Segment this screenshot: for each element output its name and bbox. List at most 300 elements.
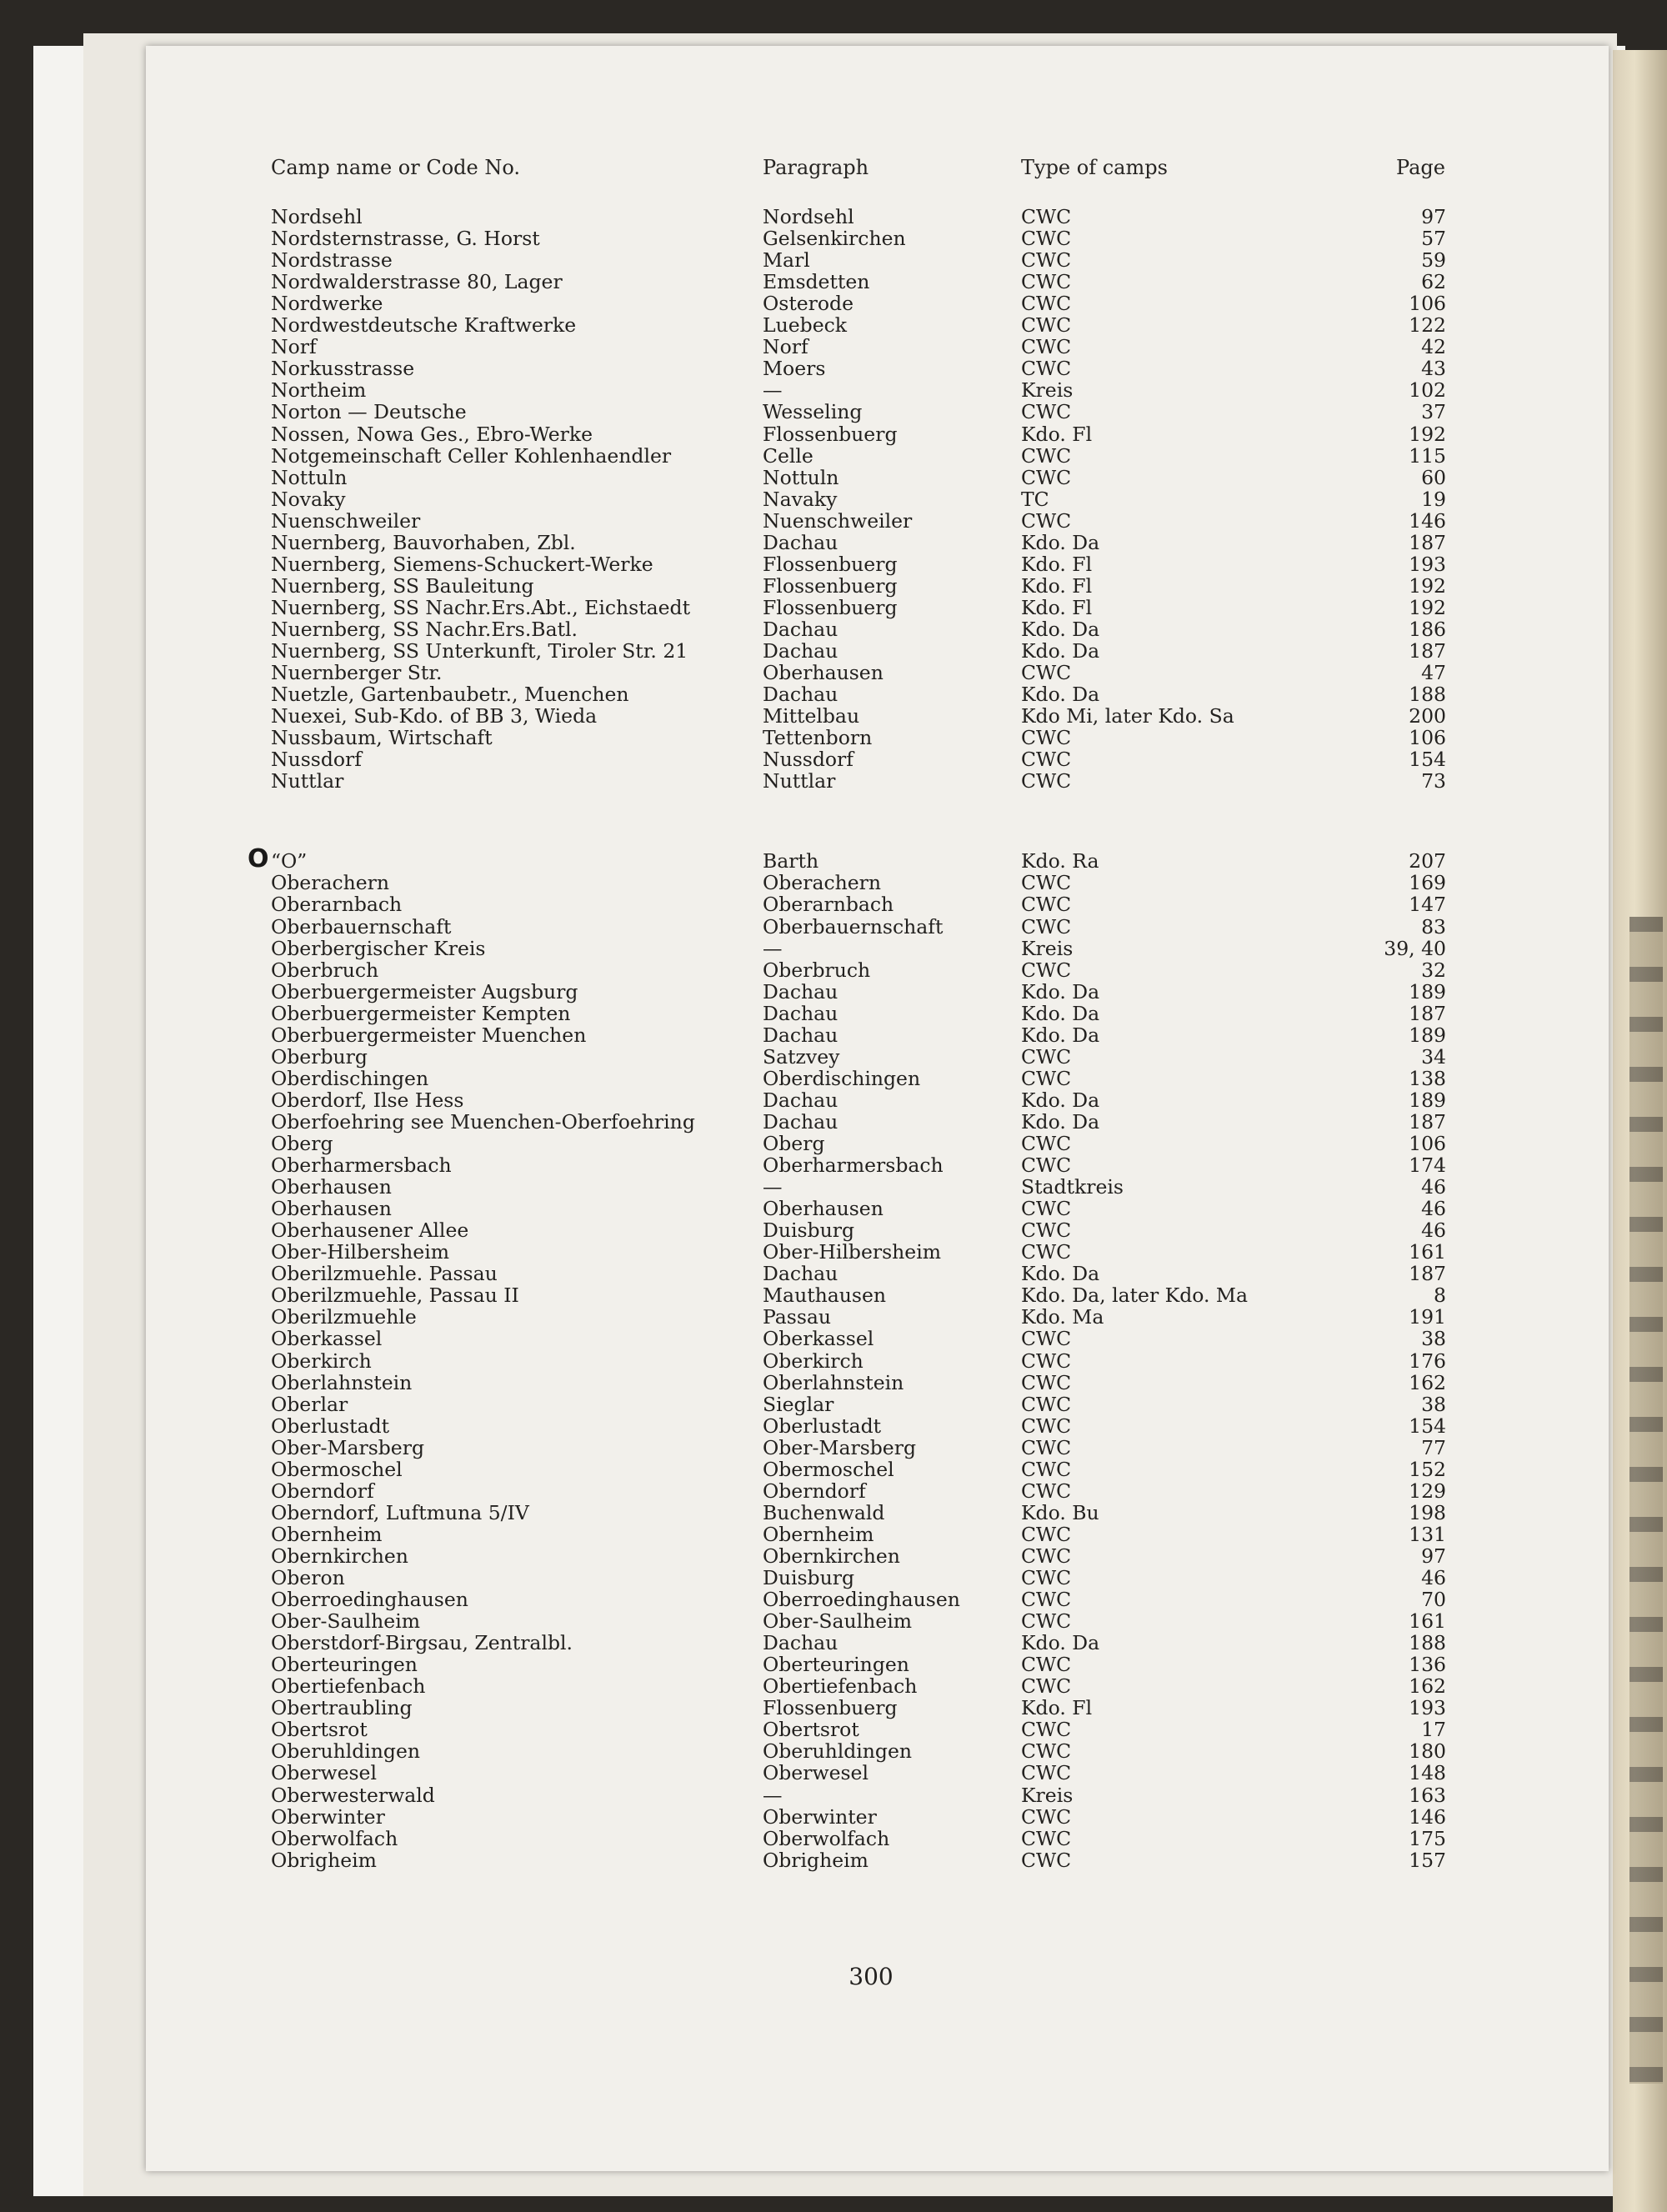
camp-name-cell: Nussbaum, Wirtschaft	[271, 726, 493, 750]
camp-type-cell: CWC	[1021, 1544, 1072, 1568]
paragraph-cell: Nussdorf	[763, 748, 854, 772]
camp-type-cell: Kdo. Da	[1021, 1262, 1100, 1286]
page-cell: 154	[1409, 748, 1446, 772]
camp-name-cell: Oberhausener Allee	[271, 1219, 469, 1243]
paragraph-cell: Oberroedinghausen	[763, 1588, 960, 1612]
paragraph-cell: Nordsehl	[763, 205, 854, 228]
table-row	[146, 1762, 1609, 1784]
page-cell: 193	[1409, 552, 1446, 576]
camp-name-cell: Oberbuergermeister Muenchen	[271, 1023, 587, 1047]
camp-name-cell: Northeim	[271, 378, 367, 403]
camp-type-cell: Kdo. Fl	[1021, 552, 1093, 576]
camp-name-cell: Nordwestdeutsche Kraftwerke	[271, 313, 577, 338]
camp-type-cell: CWC	[1021, 1718, 1072, 1742]
page-cell: 136	[1409, 1653, 1446, 1677]
table-row	[146, 228, 1609, 249]
camp-type-cell: Kdo. Da	[1021, 979, 1100, 1003]
table-row	[146, 1241, 1609, 1263]
table-row	[146, 1003, 1609, 1024]
paragraph-cell: —	[763, 378, 783, 403]
page-cell: 189	[1409, 979, 1446, 1003]
table-row	[146, 959, 1609, 981]
camp-type-cell: CWC	[1021, 1435, 1072, 1459]
paragraph-cell: Ober-Saulheim	[763, 1609, 912, 1634]
paragraph-cell: —	[763, 936, 783, 960]
page-cell: 46	[1421, 1175, 1446, 1199]
camp-name-cell: Oberg	[271, 1132, 333, 1155]
camp-type-cell: CWC	[1021, 1588, 1072, 1612]
page-cell: 187	[1409, 530, 1446, 554]
paragraph-cell: Oberachern	[763, 871, 882, 895]
header-camp-name: Camp name or Code No.	[271, 156, 520, 179]
camp-type-cell: Kreis	[1021, 936, 1074, 960]
camp-name-cell: Oberlar	[271, 1392, 348, 1416]
table-row	[146, 1176, 1609, 1198]
camp-type-cell: CWC	[1021, 914, 1072, 938]
paragraph-cell: Nottuln	[763, 465, 839, 489]
page-cell: 192	[1409, 422, 1446, 446]
paragraph-cell: —	[763, 1783, 783, 1807]
page-cell: 200	[1409, 704, 1446, 728]
paragraph-cell: Flossenbuerg	[763, 552, 898, 576]
paragraph-cell: Passau	[763, 1305, 832, 1329]
page-cell: 180	[1409, 1739, 1446, 1764]
table-row	[146, 850, 1609, 872]
paragraph-cell: Dachau	[763, 1262, 839, 1286]
table-row	[146, 1328, 1609, 1349]
page-cell: 97	[1421, 1544, 1446, 1568]
paragraph-cell: Flossenbuerg	[763, 1696, 898, 1720]
paragraph-cell: Flossenbuerg	[763, 422, 898, 446]
page-cell: 17	[1421, 1718, 1446, 1742]
page-cell: 83	[1421, 914, 1446, 938]
paragraph-cell: Barth	[763, 849, 819, 873]
camp-name-cell: Oberndorf	[271, 1479, 374, 1503]
camp-name-cell: Obermoschel	[271, 1457, 403, 1481]
camp-name-cell: Oberwesel	[271, 1761, 377, 1785]
camp-name-cell: Oberlahnstein	[271, 1370, 413, 1394]
table-row	[146, 336, 1609, 358]
page-cell: 188	[1409, 683, 1446, 707]
camp-name-cell: Nuexei, Sub-Kdo. of BB 3, Wieda	[271, 704, 598, 728]
camp-type-cell: CWC	[1021, 227, 1072, 251]
paragraph-cell: Dachau	[763, 979, 839, 1003]
table-row	[146, 1284, 1609, 1306]
table-row	[146, 314, 1609, 336]
camp-name-cell: Oberdischingen	[271, 1066, 429, 1090]
camp-name-cell: Oberstdorf-Birgsau, Zentralbl.	[271, 1631, 573, 1655]
camp-type-cell: Kdo. Da	[1021, 1109, 1100, 1134]
page-cell: 37	[1421, 400, 1446, 424]
table-row	[146, 1350, 1609, 1372]
camp-type-cell: Kdo. Da	[1021, 1001, 1100, 1025]
table-row	[146, 1263, 1609, 1284]
camp-type-cell: CWC	[1021, 205, 1072, 228]
table-row	[146, 1806, 1609, 1828]
table-row	[146, 1589, 1609, 1610]
camp-name-cell: Oberbergischer Kreis	[271, 936, 486, 960]
page-cell: 77	[1421, 1435, 1446, 1459]
camp-name-cell: Ober-Marsberg	[271, 1435, 424, 1459]
camp-type-cell: CWC	[1021, 1566, 1072, 1589]
camp-type-cell: CWC	[1021, 1132, 1072, 1155]
paragraph-cell: Oberndorf	[763, 1479, 866, 1503]
camp-type-cell: CWC	[1021, 270, 1072, 294]
camp-type-cell: CWC	[1021, 357, 1072, 381]
camp-name-cell: Oberilzmuehle	[271, 1305, 417, 1329]
camp-type-cell: CWC	[1021, 958, 1072, 982]
table-row	[146, 705, 1609, 727]
paragraph-cell: Obrigheim	[763, 1848, 869, 1872]
page-cell: 207	[1409, 849, 1446, 873]
camp-name-cell: Norton — Deutsche	[271, 400, 467, 424]
page-cell: 146	[1409, 1804, 1446, 1829]
camp-type-cell: TC	[1021, 487, 1049, 511]
page-cell: 73	[1421, 769, 1446, 793]
paragraph-cell: Satzvey	[763, 1044, 840, 1068]
camp-name-cell: Oberon	[271, 1566, 345, 1589]
paragraph-cell: Ober-Marsberg	[763, 1435, 916, 1459]
page-cell: 162	[1409, 1674, 1446, 1699]
camp-name-cell: Oberarnbach	[271, 893, 403, 917]
table-row	[146, 445, 1609, 467]
page-cell: 192	[1409, 573, 1446, 598]
table-row	[146, 293, 1609, 314]
page-cell: 38	[1421, 1327, 1446, 1351]
page-cell: 189	[1409, 1023, 1446, 1047]
table-row	[146, 1675, 1609, 1697]
camp-type-cell: CWC	[1021, 1674, 1072, 1699]
paragraph-cell: Flossenbuerg	[763, 573, 898, 598]
page-cell: 57	[1421, 227, 1446, 251]
table-row	[146, 1437, 1609, 1459]
page-cell: 161	[1409, 1609, 1446, 1634]
section-letter: O	[248, 844, 269, 873]
page-cell: 147	[1409, 893, 1446, 917]
camp-type-cell: CWC	[1021, 661, 1072, 685]
table-row	[146, 532, 1609, 553]
page-cell: 157	[1409, 1848, 1446, 1872]
table-row	[146, 1849, 1609, 1871]
camp-type-cell: CWC	[1021, 1370, 1072, 1394]
page-cell: 138	[1409, 1066, 1446, 1090]
paragraph-cell: Moers	[763, 357, 826, 381]
paragraph-cell: Dachau	[763, 639, 839, 663]
camp-name-cell: Nuernberg, SS Nachr.Ers.Abt., Eichstaedt	[271, 595, 691, 619]
camp-name-cell: Oberilzmuehle. Passau	[271, 1262, 498, 1286]
header-page: Page	[1396, 156, 1445, 179]
table-row	[146, 249, 1609, 271]
table-row	[146, 1828, 1609, 1849]
camp-name-cell: Nuernberg, Bauvorhaben, Zbl.	[271, 530, 576, 554]
table-row	[146, 488, 1609, 510]
camp-name-cell: Nottuln	[271, 465, 348, 489]
paragraph-cell: Oberkirch	[763, 1349, 864, 1373]
paragraph-cell: Duisburg	[763, 1219, 855, 1243]
table-row	[146, 597, 1609, 618]
table-row	[146, 1415, 1609, 1437]
camp-type-cell: Kdo. Ma	[1021, 1305, 1104, 1329]
table-row	[146, 1394, 1609, 1415]
paragraph-cell: Nuenschweiler	[763, 508, 913, 533]
camp-name-cell: Novaky	[271, 487, 346, 511]
camp-type-cell: CWC	[1021, 1522, 1072, 1546]
camp-name-cell: Nordsehl	[271, 205, 363, 228]
page-cell: 198	[1409, 1500, 1446, 1524]
table-row	[146, 206, 1609, 228]
paragraph-cell: Oberkassel	[763, 1327, 874, 1351]
camp-name-cell: Nuenschweiler	[271, 508, 421, 533]
camp-type-cell: Kdo. Fl	[1021, 422, 1093, 446]
camp-name-cell: Nuernberg, SS Bauleitung	[271, 573, 534, 598]
camp-name-cell: Obertsrot	[271, 1718, 368, 1742]
camp-type-cell: Kdo. Da	[1021, 1631, 1100, 1655]
page-cell: 176	[1409, 1349, 1446, 1373]
table-row	[146, 893, 1609, 915]
table-row	[146, 662, 1609, 683]
page-cell: 70	[1421, 1588, 1446, 1612]
header-type: Type of camps	[1021, 156, 1168, 179]
paragraph-cell: Oberhausen	[763, 1197, 884, 1221]
paragraph-cell: Celle	[763, 443, 813, 468]
camp-name-cell: Obertiefenbach	[271, 1674, 426, 1699]
camp-type-cell: Kdo. Da, later Kdo. Ma	[1021, 1284, 1248, 1308]
paragraph-cell: Mauthausen	[763, 1284, 887, 1308]
paragraph-cell: Tettenborn	[763, 726, 873, 750]
camp-name-cell: “O”	[271, 849, 308, 873]
camp-type-cell: CWC	[1021, 871, 1072, 895]
camp-type-cell: CWC	[1021, 1066, 1072, 1090]
camp-name-cell: Oberbruch	[271, 958, 379, 982]
table-row	[146, 683, 1609, 705]
camp-name-cell: Oberharmersbach	[271, 1154, 452, 1178]
camp-type-cell: Kdo. Da	[1021, 530, 1100, 554]
page-cell: 62	[1421, 270, 1446, 294]
camp-name-cell: Oberwinter	[271, 1804, 385, 1829]
page-cell: 131	[1409, 1522, 1446, 1546]
paragraph-cell: Obertiefenbach	[763, 1674, 918, 1699]
page-cell: 187	[1409, 639, 1446, 663]
camp-type-cell: CWC	[1021, 893, 1072, 917]
camp-name-cell: Nordwerke	[271, 292, 383, 316]
page-cell: 106	[1409, 292, 1446, 316]
page-number: 300	[849, 1963, 894, 1990]
paragraph-cell: Obernheim	[763, 1522, 874, 1546]
page-cell: 169	[1409, 871, 1446, 895]
table-row	[146, 1024, 1609, 1046]
camp-type-cell: CWC	[1021, 248, 1072, 273]
page-cell: 174	[1409, 1154, 1446, 1178]
camp-name-cell: Ober-Saulheim	[271, 1609, 420, 1634]
camp-type-cell: CWC	[1021, 400, 1072, 424]
table-row	[146, 358, 1609, 379]
paragraph-cell: Oberlahnstein	[763, 1370, 904, 1394]
camp-type-cell: CWC	[1021, 1044, 1072, 1068]
page-cell: 34	[1421, 1044, 1446, 1068]
table-row	[146, 1784, 1609, 1806]
paragraph-cell: Oberuhldingen	[763, 1739, 913, 1764]
camp-type-cell: Kdo. Da	[1021, 683, 1100, 707]
table-row	[146, 1068, 1609, 1089]
camp-name-cell: Norkusstrasse	[271, 357, 415, 381]
table-row	[146, 1502, 1609, 1524]
paragraph-cell: Oberteuringen	[763, 1653, 909, 1677]
table-row	[146, 575, 1609, 597]
camp-type-cell: CWC	[1021, 508, 1072, 533]
camp-type-cell: CWC	[1021, 1479, 1072, 1503]
camp-name-cell: Nossen, Nowa Ges., Ebro-Werke	[271, 422, 593, 446]
camp-name-cell: Oberbauernschaft	[271, 914, 452, 938]
header-paragraph: Paragraph	[763, 156, 869, 179]
camp-type-cell: CWC	[1021, 1653, 1072, 1677]
camp-name-cell: Obernkirchen	[271, 1544, 408, 1568]
paragraph-cell: Oberharmersbach	[763, 1154, 944, 1178]
table-row	[146, 423, 1609, 445]
page-cell: 60	[1421, 465, 1446, 489]
page-cell: 187	[1409, 1001, 1446, 1025]
camp-name-cell: Obrigheim	[271, 1848, 377, 1872]
camp-type-cell: Kreis	[1021, 378, 1074, 403]
camp-type-cell: CWC	[1021, 1761, 1072, 1785]
camp-type-cell: CWC	[1021, 1609, 1072, 1634]
paragraph-cell: Obermoschel	[763, 1457, 894, 1481]
camp-type-cell: CWC	[1021, 1457, 1072, 1481]
table-row	[146, 1567, 1609, 1589]
camp-type-cell: Stadtkreis	[1021, 1175, 1124, 1199]
page-cell: 46	[1421, 1219, 1446, 1243]
page-cell: 102	[1409, 378, 1446, 403]
camp-name-cell: Oberdorf, Ilse Hess	[271, 1088, 464, 1112]
table-row	[146, 1198, 1609, 1219]
camp-type-cell: Kreis	[1021, 1783, 1074, 1807]
camp-name-cell: Nordsternstrasse, G. Horst	[271, 227, 540, 251]
table-row	[146, 770, 1609, 792]
table-row	[146, 1372, 1609, 1394]
paragraph-cell: Dachau	[763, 1109, 839, 1134]
page-cell: 19	[1421, 487, 1446, 511]
camp-type-cell: CWC	[1021, 1197, 1072, 1221]
camp-name-cell: Oberwolfach	[271, 1826, 398, 1850]
paragraph-cell: Oberhausen	[763, 661, 884, 685]
paragraph-cell: Dachau	[763, 1631, 839, 1655]
camp-type-cell: CWC	[1021, 1392, 1072, 1416]
page-cell: 191	[1409, 1305, 1446, 1329]
camp-name-cell: Oberndorf, Luftmuna 5/IV	[271, 1500, 529, 1524]
page-cell: 163	[1409, 1783, 1446, 1807]
table-row	[146, 640, 1609, 662]
page-cell: 129	[1409, 1479, 1446, 1503]
table-row	[146, 1480, 1609, 1502]
camp-name-cell: Nuetzle, Gartenbaubetr., Muenchen	[271, 683, 629, 707]
camp-name-cell: Nuernberger Str.	[271, 661, 443, 685]
page-cell: 175	[1409, 1826, 1446, 1850]
table-row	[146, 1610, 1609, 1632]
camp-name-cell: Oberburg	[271, 1044, 368, 1068]
camp-name-cell: Oberkirch	[271, 1349, 372, 1373]
camp-type-cell: Kdo. Da	[1021, 1023, 1100, 1047]
camp-type-cell: Kdo Mi, later Kdo. Sa	[1021, 704, 1234, 728]
paragraph-cell: Oberdischingen	[763, 1066, 921, 1090]
table-row	[146, 1524, 1609, 1545]
page-cell: 187	[1409, 1109, 1446, 1134]
paragraph-cell: Oberbruch	[763, 958, 871, 982]
page-cell: 97	[1421, 205, 1446, 228]
paragraph-cell: Dachau	[763, 683, 839, 707]
table-row	[146, 510, 1609, 532]
paragraph-cell: Obertsrot	[763, 1718, 859, 1742]
camp-name-cell: Norf	[271, 335, 317, 359]
paragraph-cell: Dachau	[763, 1023, 839, 1047]
page-cell: 187	[1409, 1262, 1446, 1286]
page-cell: 59	[1421, 248, 1446, 273]
camp-name-cell: Oberuhldingen	[271, 1739, 421, 1764]
camp-name-cell: Obertraubling	[271, 1696, 413, 1720]
table-row	[146, 748, 1609, 770]
paragraph-cell: Flossenbuerg	[763, 595, 898, 619]
paragraph-cell: Dachau	[763, 1001, 839, 1025]
table-row	[146, 1219, 1609, 1241]
page-cell: 106	[1409, 1132, 1446, 1155]
page-cell: 162	[1409, 1370, 1446, 1394]
paragraph-cell: Osterode	[763, 292, 854, 316]
page-cell: 161	[1409, 1240, 1446, 1264]
paragraph-cell: —	[763, 1175, 783, 1199]
table-row	[146, 1306, 1609, 1328]
camp-name-cell: Obernheim	[271, 1522, 383, 1546]
camp-type-cell: CWC	[1021, 1739, 1072, 1764]
camp-name-cell: Oberlustadt	[271, 1414, 390, 1438]
camp-name-cell: Oberilzmuehle, Passau II	[271, 1284, 519, 1308]
camp-name-cell: Nuernberg, Siemens-Schuckert-Werke	[271, 552, 653, 576]
document-page	[146, 46, 1609, 2171]
camp-type-cell: CWC	[1021, 726, 1072, 750]
table-row	[146, 1632, 1609, 1654]
table-row	[146, 553, 1609, 575]
table-row	[146, 401, 1609, 423]
table-row	[146, 1154, 1609, 1176]
paragraph-cell: Duisburg	[763, 1566, 855, 1589]
paragraph-cell: Marl	[763, 248, 810, 273]
paragraph-cell: Ober-Hilbersheim	[763, 1240, 942, 1264]
paragraph-cell: Luebeck	[763, 313, 847, 338]
page-cell: 154	[1409, 1414, 1446, 1438]
table-row	[146, 1697, 1609, 1719]
table-row	[146, 872, 1609, 893]
paragraph-cell: Gelsenkirchen	[763, 227, 906, 251]
page-cell: 106	[1409, 726, 1446, 750]
table-row	[146, 1133, 1609, 1154]
camp-name-cell: Oberroedinghausen	[271, 1588, 468, 1612]
page-cell: 189	[1409, 1088, 1446, 1112]
page-cell: 42	[1421, 335, 1446, 359]
paragraph-cell: Mittelbau	[763, 704, 860, 728]
page-cell: 8	[1434, 1284, 1446, 1308]
camp-name-cell: Oberkassel	[271, 1327, 383, 1351]
camp-name-cell: Nuernberg, SS Unterkunft, Tiroler Str. 21	[271, 639, 688, 663]
camp-type-cell: CWC	[1021, 748, 1072, 772]
page-cell: 188	[1409, 1631, 1446, 1655]
camp-type-cell: CWC	[1021, 769, 1072, 793]
camp-type-cell: Kdo. Da	[1021, 639, 1100, 663]
paragraph-cell: Dachau	[763, 617, 839, 641]
camp-type-cell: Kdo. Fl	[1021, 595, 1093, 619]
camp-name-cell: Nordstrasse	[271, 248, 393, 273]
page-cell: 186	[1409, 617, 1446, 641]
camp-name-cell: Notgemeinschaft Celler Kohlenhaendler	[271, 443, 672, 468]
camp-type-cell: CWC	[1021, 443, 1072, 468]
page-cell: 39, 40	[1384, 936, 1446, 960]
table-row	[146, 1545, 1609, 1567]
